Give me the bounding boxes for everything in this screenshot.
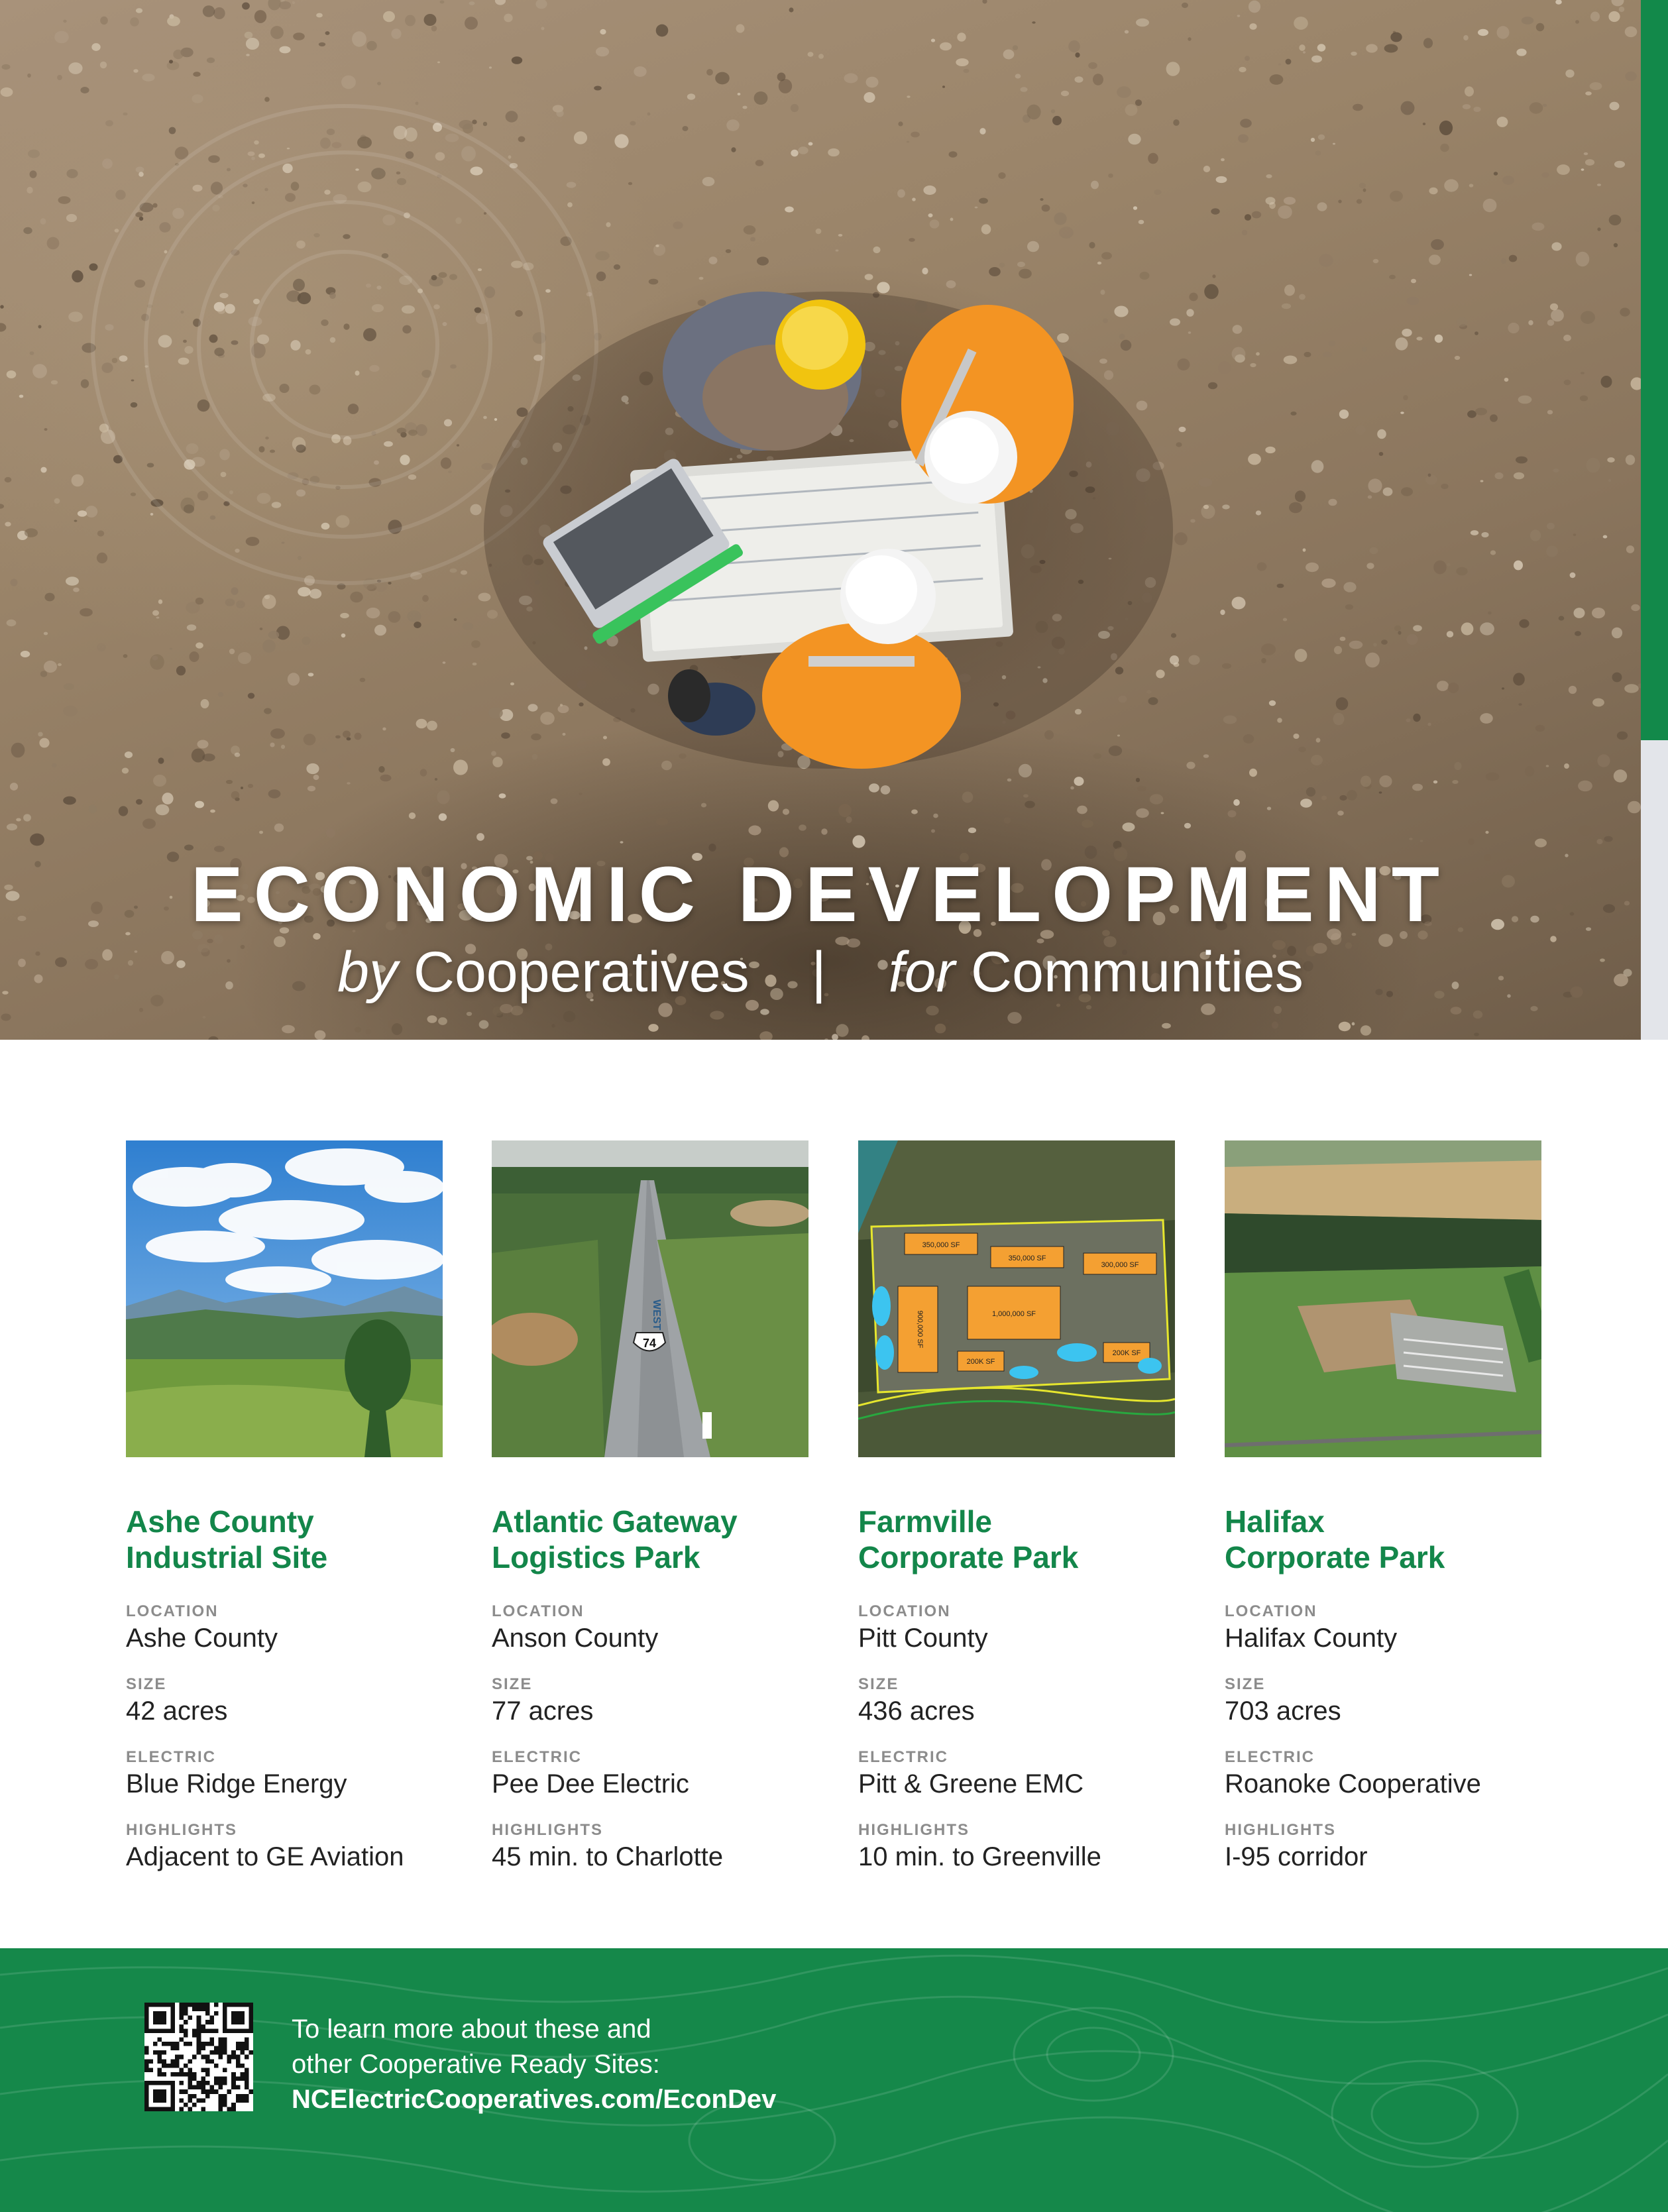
highlights-label: HIGHLIGHTS <box>858 1821 970 1839</box>
location-label: LOCATION <box>492 1602 584 1620</box>
hero-for-text: Communities <box>971 940 1304 1004</box>
size-value: 77 acres <box>492 1696 594 1726</box>
site-name <box>492 1504 810 1575</box>
highlights-value: 45 min. to Charlotte <box>492 1842 724 1871</box>
location-label: LOCATION <box>1225 1602 1317 1620</box>
highlights-label: HIGHLIGHTS <box>126 1821 237 1839</box>
electric-label: ELECTRIC <box>858 1748 948 1766</box>
site-name <box>126 1504 444 1575</box>
electric-value: Pee Dee Electric <box>492 1769 689 1798</box>
footer-banner <box>0 1948 1668 2212</box>
highlights-value: 10 min. to Greenville <box>858 1842 1101 1871</box>
size-label: SIZE <box>858 1675 899 1693</box>
building-label: 300,000 SF <box>1101 1261 1139 1269</box>
building-label: 200K SF <box>966 1358 995 1366</box>
site-name-line2: Industrial Site <box>126 1540 328 1575</box>
size-value: 703 acres <box>1225 1696 1341 1726</box>
hero-banner <box>0 0 1641 1040</box>
qr-code-icon[interactable] <box>144 2003 253 2111</box>
size-value: 436 acres <box>858 1696 975 1726</box>
location-value: Halifax County <box>1225 1624 1398 1653</box>
highlights-label: HIGHLIGHTS <box>1225 1821 1336 1839</box>
location-value: Anson County <box>492 1624 659 1653</box>
site-name <box>858 1504 1176 1575</box>
location-value: Ashe County <box>126 1624 278 1653</box>
site-photo-farmville <box>858 1140 1175 1457</box>
size-label: SIZE <box>126 1675 167 1693</box>
site-name-line2: Corporate Park <box>858 1540 1079 1575</box>
site-name-line2: Corporate Park <box>1225 1540 1445 1575</box>
road-marking-text: WEST <box>651 1300 662 1331</box>
highlights-value: Adjacent to GE Aviation <box>126 1842 404 1871</box>
site-card-atlantic-gateway <box>492 1140 810 1873</box>
hero-subtitle <box>0 940 1641 1005</box>
hero-separator: | <box>811 940 826 1004</box>
hero-title: ECONOMIC DEVELOPMENT <box>191 851 1450 938</box>
site-name-line1: Ashe County <box>126 1504 314 1539</box>
hero-for-word: for <box>888 940 956 1004</box>
building-label: 350,000 SF <box>1008 1254 1046 1262</box>
site-name-line2: Logistics Park <box>492 1540 700 1575</box>
site-photo-atlantic-gateway <box>492 1140 808 1457</box>
building-label: 350,000 SF <box>922 1241 960 1249</box>
site-photo-ashe <box>126 1140 443 1457</box>
electric-value: Blue Ridge Energy <box>126 1769 347 1798</box>
size-label: SIZE <box>1225 1675 1266 1693</box>
footer-line2: other Cooperative Ready Sites: <box>292 2050 660 2079</box>
site-photo-halifax <box>1225 1140 1541 1457</box>
electric-value: Pitt & Greene EMC <box>858 1769 1084 1798</box>
footer-url-link[interactable]: NCElectricCooperatives.com/EconDev <box>292 2085 777 2114</box>
footer-cta <box>292 2012 776 2117</box>
building-label: 200K SF <box>1112 1349 1141 1357</box>
site-card-ashe <box>126 1140 444 1873</box>
highlights-label: HIGHLIGHTS <box>492 1821 603 1839</box>
highway-shield-number: 74 <box>642 1337 657 1350</box>
edge-accent-light <box>1641 740 1668 1040</box>
location-value: Pitt County <box>858 1624 988 1653</box>
building-label: 900,000 SF <box>916 1310 924 1349</box>
building-label: 1,000,000 SF <box>991 1310 1036 1318</box>
footer-line1: To learn more about these and <box>292 2015 651 2044</box>
hero-by-word: by <box>337 940 398 1004</box>
site-name-line1: Farmville <box>858 1504 992 1539</box>
workers-illustration <box>484 292 1173 769</box>
site-name <box>1225 1504 1543 1575</box>
highlights-value: I-95 corridor <box>1225 1842 1368 1871</box>
location-label: LOCATION <box>858 1602 951 1620</box>
hero-by-text: Cooperatives <box>413 940 750 1004</box>
site-name-line1: Atlantic Gateway <box>492 1504 738 1539</box>
electric-label: ELECTRIC <box>126 1748 216 1766</box>
edge-accent-green <box>1641 0 1668 740</box>
site-card-halifax <box>1225 1140 1543 1873</box>
size-label: SIZE <box>492 1675 533 1693</box>
electric-value: Roanoke Cooperative <box>1225 1769 1481 1798</box>
site-card-farmville <box>858 1140 1176 1873</box>
location-label: LOCATION <box>126 1602 219 1620</box>
electric-label: ELECTRIC <box>1225 1748 1315 1766</box>
electric-label: ELECTRIC <box>492 1748 582 1766</box>
site-name-line1: Halifax <box>1225 1504 1325 1539</box>
size-value: 42 acres <box>126 1696 228 1726</box>
